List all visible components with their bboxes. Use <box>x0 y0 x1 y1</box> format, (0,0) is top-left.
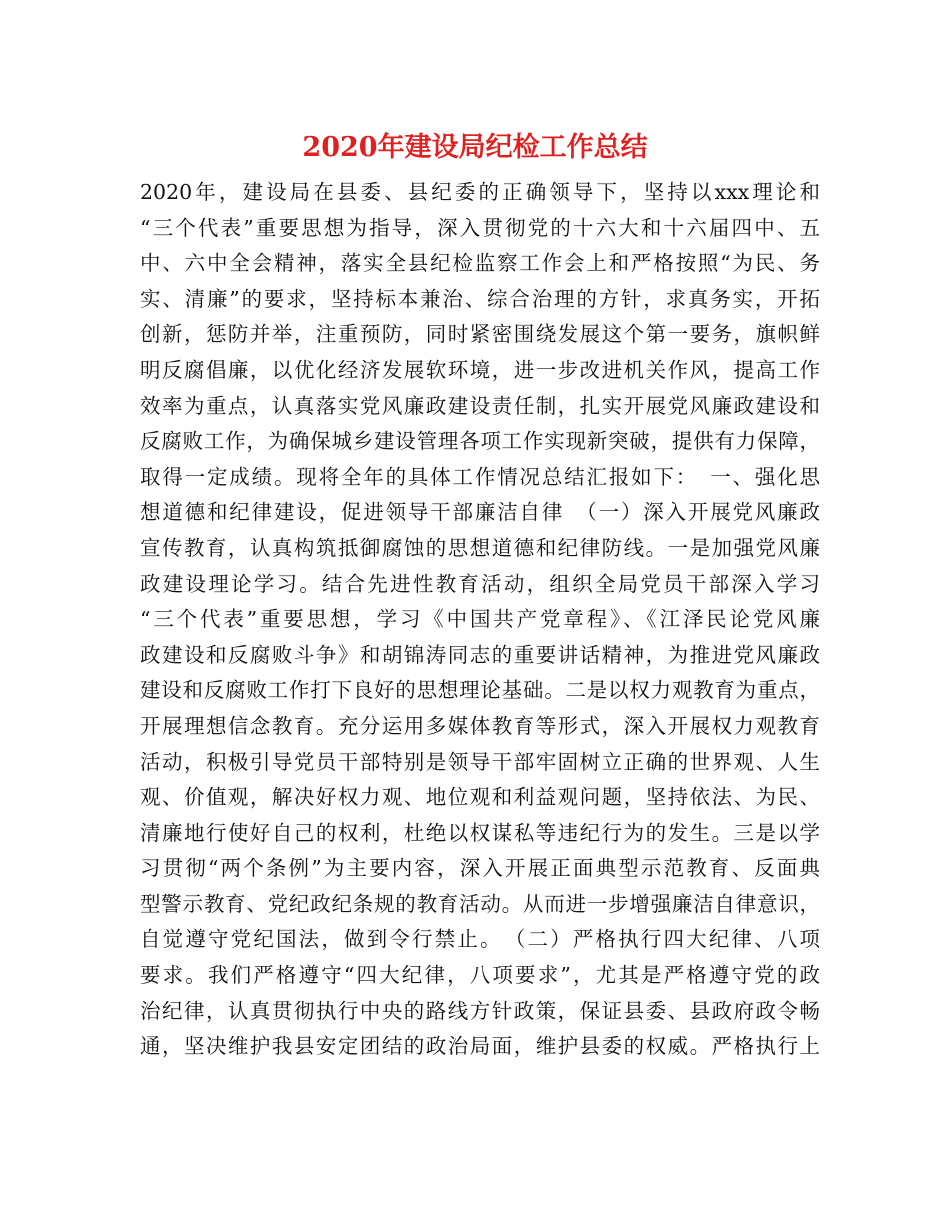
body-line: 开展理想信念教育。充分运用多媒体教育等形式，深入开展权力观教育 <box>140 713 820 738</box>
body-line: 政建设和反腐败斗争》和胡锦涛同志的重要讲话精神，为推进党风廉政 <box>140 642 820 667</box>
body-line: 型警示教育、党纪政纪条规的教育活动。从而进一步增强廉洁自律意识， <box>140 891 820 916</box>
body-line: 政建设理论学习。结合先进性教育活动，组织全局党员干部深入学习 <box>140 571 820 596</box>
body-line: “三个代表”重要思想为指导，深入贯彻党的十六大和十六届四中、五 <box>140 215 820 240</box>
document-title: 2020年建设局纪检工作总结 <box>302 132 648 163</box>
body-line: 实、清廉”的要求，坚持标本兼治、综合治理的方针，求真务实，开拓 <box>140 286 820 311</box>
body-line: 效率为重点，认真落实党风廉政建设责任制，扎实开展党风廉政建设和 <box>140 393 820 418</box>
body-line: 取得一定成绩。现将全年的具体工作情况总结汇报如下： 一、强化思 <box>140 464 820 489</box>
body-line: 反腐败工作，为确保城乡建设管理各项工作实现新突破，提供有力保障， <box>140 429 820 454</box>
body-line: 治纪律，认真贯彻执行中央的路线方针政策，保证县委、县政府政令畅 <box>140 998 820 1023</box>
body-line: 观、价值观，解决好权力观、地位观和利益观问题，坚持依法、为民、 <box>140 785 820 810</box>
document-body <box>140 175 820 1065</box>
body-line: 建设和反腐败工作打下良好的思想理论基础。二是以权力观教育为重点， <box>140 678 820 703</box>
body-line: 明反腐倡廉，以优化经济发展软环境，进一步改进机关作风，提高工作 <box>140 357 820 382</box>
body-line: 要求。我们严格遵守“四大纪律，八项要求”，尤其是严格遵守党的政 <box>140 963 820 988</box>
body-line: “三个代表”重要思想，学习《中国共产党章程》、《江泽民论党风廉 <box>140 607 820 632</box>
body-line: 2020年，建设局在县委、县纪委的正确领导下，坚持以xxx理论和 <box>140 180 820 204</box>
body-line: 通，坚决维护我县安定团结的政治局面，维护县委的权威。严格执行上 <box>140 1034 820 1059</box>
body-line: 习贯彻“两个条例”为主要内容，深入开展正面典型示范教育、反面典 <box>140 856 820 881</box>
body-line: 宣传教育，认真构筑抵御腐蚀的思想道德和纪律防线。一是加强党风廉 <box>140 535 820 560</box>
body-line: 自觉遵守党纪国法，做到令行禁止。 （二）严格执行四大纪律、八项 <box>140 927 820 952</box>
body-line: 清廉地行使好自己的权利，杜绝以权谋私等违纪行为的发生。三是以学 <box>140 820 820 845</box>
body-line: 想道德和纪律建设，促进领导干部廉洁自律 （一）深入开展党风廉政 <box>140 500 820 525</box>
body-line: 活动，积极引导党员干部特别是领导干部牢固树立正确的世界观、人生 <box>140 749 820 774</box>
body-line: 创新，惩防并举，注重预防，同时紧密围绕发展这个第一要务，旗帜鲜 <box>140 322 820 347</box>
body-line: 中、六中全会精神，落实全县纪检监察工作会上和严格按照“为民、务 <box>140 251 820 276</box>
